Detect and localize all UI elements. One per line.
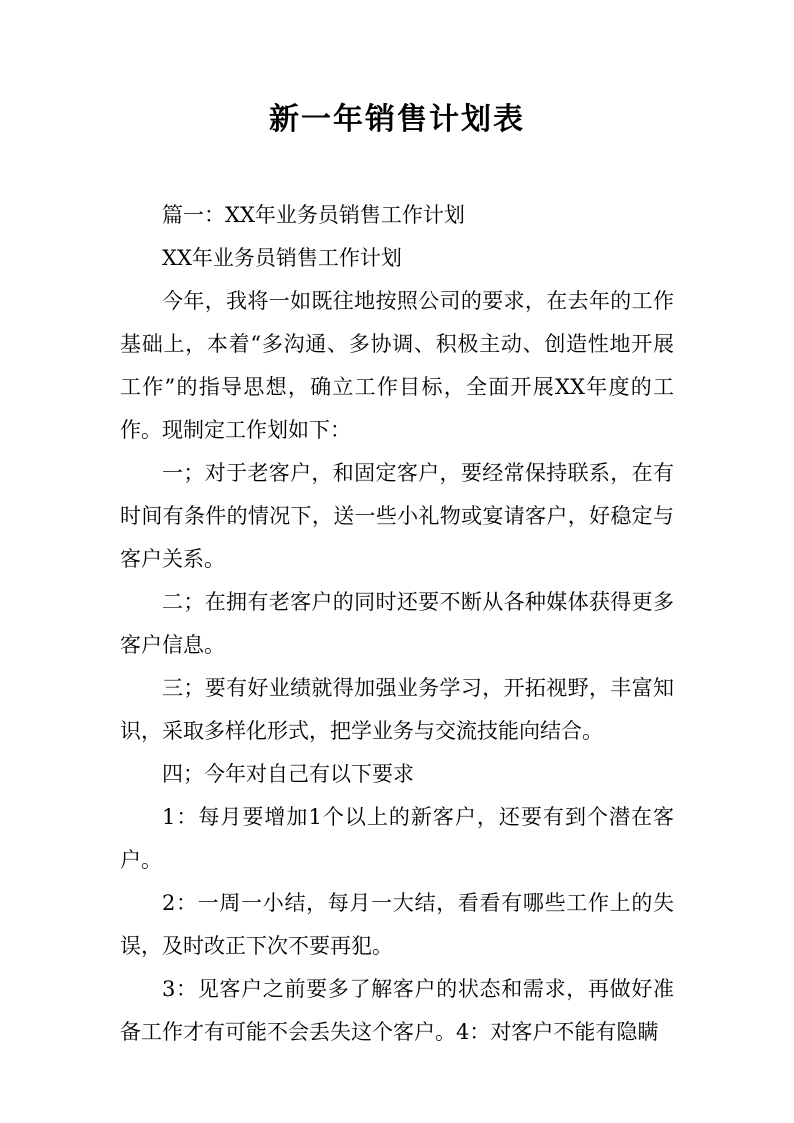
plan-item-1: 一；对于老客户，和固定客户，要经常保持联系，在有时间有条件的情况下，送一些小礼物或宴请客户，好稳定与客户关系。 xyxy=(120,461,674,571)
document-body xyxy=(120,194,674,1054)
requirement-2: 2：一周一小结，每月一大结，看看有哪些工作上的失误，及时改正下次不要再犯。 xyxy=(120,891,674,958)
requirement-3: 3：见客户之前要多了解客户的状态和需求，再做好准备工作才有可能不会丢失这个客户。4：对客户不能有隐瞒 xyxy=(120,977,674,1044)
intro-paragraph: 今年，我将一如既往地按照公司的要求，在去年的工作基础上，本着“多沟通、多协调、积极主动、创造性地开展工作”的指导思想，确立工作目标，全面开展XX年度的工作。现制定工作划如下： xyxy=(120,289,674,442)
requirement-1: 1：每月要增加1个以上的新客户，还要有到个潜在客户。 xyxy=(120,805,674,872)
document-title: 新一年销售计划表 xyxy=(269,102,525,137)
plan-item-3: 三；要有好业绩就得加强业务学习，开拓视野，丰富知识，采取多样化形式，把学业务与交流技能向结合。 xyxy=(120,676,674,743)
plan-item-4: 四；今年对自己有以下要求 xyxy=(162,762,414,786)
section-heading: 篇一：XX年业务员销售工作计划 xyxy=(162,203,465,227)
section-subheading: XX年业务员销售工作计划 xyxy=(162,246,402,270)
plan-item-2: 二；在拥有老客户的同时还要不断从各种媒体获得更多客户信息。 xyxy=(120,590,674,657)
